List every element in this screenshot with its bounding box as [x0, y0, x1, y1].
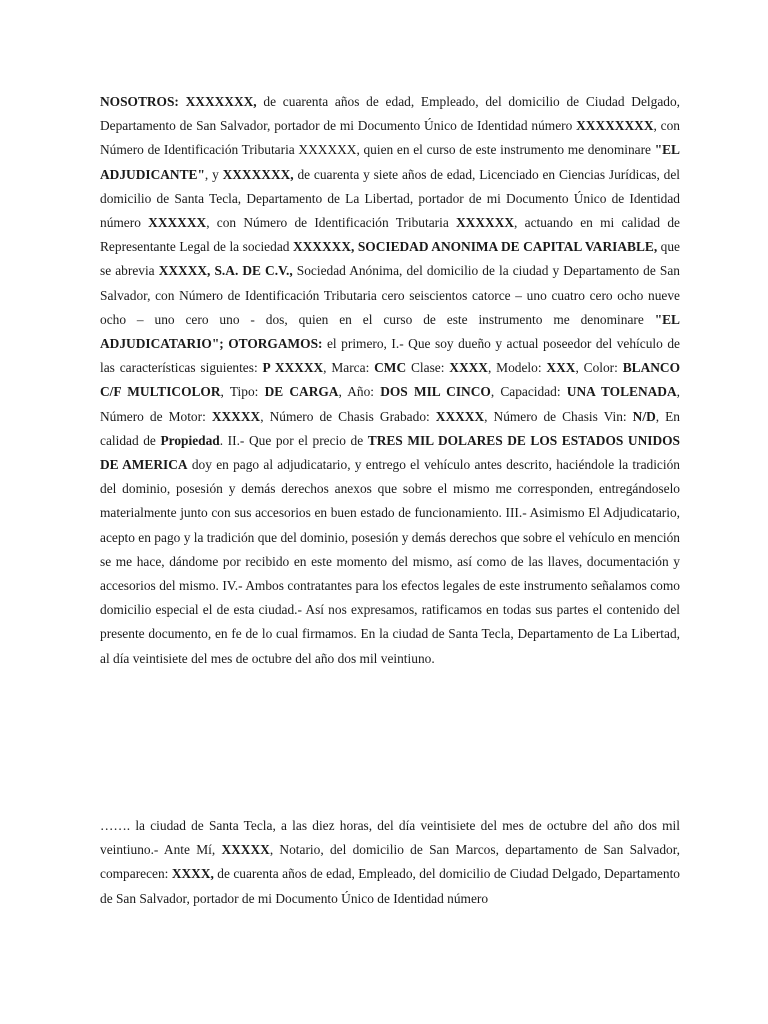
text-run: , Tipo:	[220, 384, 265, 400]
text-run: , En calidad de	[100, 408, 680, 448]
text-run: el primero, I.- Que soy dueño y actual poseedor del vehículo de las características siguientes:	[100, 336, 680, 376]
bold-text-run: Propiedad	[160, 432, 220, 448]
bold-text-run: P XXXXX	[262, 360, 324, 376]
text-run: , con Número de Identificación Tributaria XXXXXX, quien en el curso de este instrumento me denominare	[100, 118, 680, 158]
bold-text-run: XXXX	[449, 360, 488, 376]
bold-text-run: N/D	[632, 408, 656, 424]
bold-text-run: XXXXXX	[456, 215, 515, 231]
text-run: de cuarenta años de edad, Empleado, del domicilio de Ciudad Delgado, Departamento de San Salvador, portador de mi Documento Único de Identidad número	[100, 94, 681, 134]
text-run: Sociedad Anónima, del domicilio de la ciudad y Departamento de San Salvador, con Número de Identificación Tributaria cero seiscientos catorce – uno cuatro cero ocho nueve ocho – uno cero uno - dos, quien en el curso de este instrumento me denominare	[100, 263, 680, 327]
bold-text-run: DE CARGA	[264, 384, 339, 400]
text-run: de cuarenta años de edad, Empleado, del domicilio de Ciudad Delgado, Departamento de San Salvador, portador de mi Documento Único de Identidad número	[100, 866, 680, 906]
bold-text-run: "EL ADJUDICATARIO"; OTORGAMOS:	[100, 311, 680, 352]
bold-text-run: TRES MIL DOLARES DE LOS ESTADOS UNIDOS DE AMERICA	[100, 432, 680, 473]
bold-text-run: XXXXX	[435, 408, 485, 424]
text-run: de cuarenta y siete años de edad, Licenciado en Ciencias Jurídicas, del domicilio de Santa Tecla, Departamento de La Libertad, portador de mi Documento Único de Identidad número	[100, 166, 680, 231]
contract-paragraph-2	[100, 814, 680, 911]
bold-text-run: BLANCO C/F MULTICOLOR	[100, 360, 681, 400]
text-run: , Color:	[575, 360, 623, 376]
text-run: Clase:	[406, 360, 450, 376]
text-run: , y	[204, 166, 223, 182]
text-run: . II.- Que por el precio de	[219, 432, 368, 448]
bold-text-run: CMC	[374, 360, 407, 376]
text-run: , Marca:	[323, 360, 375, 376]
text-run: , actuando en mi calidad de Representante Legal de la sociedad	[100, 215, 680, 255]
bold-text-run: XXXXXXX,	[222, 166, 294, 182]
bold-text-run: "EL ADJUDICANTE"	[100, 142, 680, 182]
text-run: , Capacidad:	[490, 384, 567, 400]
bold-text-run: NOSOTROS: XXXXXXX,	[100, 94, 257, 109]
bold-text-run: XXXXX, S.A. DE C.V.,	[158, 263, 293, 279]
text-run: , Número de Chasis Vin:	[484, 408, 633, 424]
text-run: , Notario, del domicilio de San Marcos, departamento de San Salvador, comparecen:	[100, 842, 680, 882]
text-run: , con Número de Identificación Tributaria	[206, 215, 457, 231]
bold-text-run: XXXX,	[171, 866, 214, 882]
text-run: , Número de Chasis Grabado:	[260, 408, 436, 424]
bold-text-run: UNA TOLENADA	[566, 384, 677, 400]
contract-paragraph-1	[100, 90, 680, 671]
text-run: que se abrevia	[100, 239, 681, 279]
text-run: , Modelo:	[487, 360, 547, 376]
bold-text-run: XXXXXXXX	[576, 118, 654, 134]
bold-text-run: DOS MIL CINCO	[380, 384, 491, 400]
text-run: ……. la ciudad de Santa Tecla, a las diez horas, del día veintisiete del mes de octubre del año dos mil veintiuno.- Ante Mí,	[100, 818, 680, 858]
text-run: doy en pago al adjudicatario, y entrego el vehículo antes descrito, haciéndole la tradición del dominio, posesión y demás derechos anexos que sobre el mismo me corresponden, entregándoselo materialmente junto con sus accesorios en buen estado de funcionamiento. III.- Asimismo El Adjudicatario, acepto en pago y la tradición que del dominio, posesión y demás derechos que sobre el vehículo en mención se me hace, dándome por recibido en este momento del mismo, así como de las llaves, documentación y accesorios del mismo. IV.- Ambos contratantes para los efectos legales de este instrumento señalamos como domicilio especial el de esta ciudad.- Así nos expresamos, ratificamos en todas sus partes el contenido del presente documento, en fe de lo cual firmamos. En la ciudad de Santa Tecla, Departamento de La Libertad, al día veintisiete del mes de octubre del año dos mil veintiuno.	[100, 457, 680, 666]
text-run: , Año:	[338, 384, 381, 400]
bold-text-run: XXXXX	[221, 842, 270, 858]
bold-text-run: XXXXX	[211, 408, 261, 424]
bold-text-run: XXXXXX, SOCIEDAD ANONIMA DE CAPITAL VARIABLE,	[292, 239, 658, 255]
bold-text-run: XXX	[546, 360, 576, 376]
bold-text-run: XXXXXX	[148, 215, 207, 231]
text-run: , Número de Motor:	[100, 384, 681, 424]
